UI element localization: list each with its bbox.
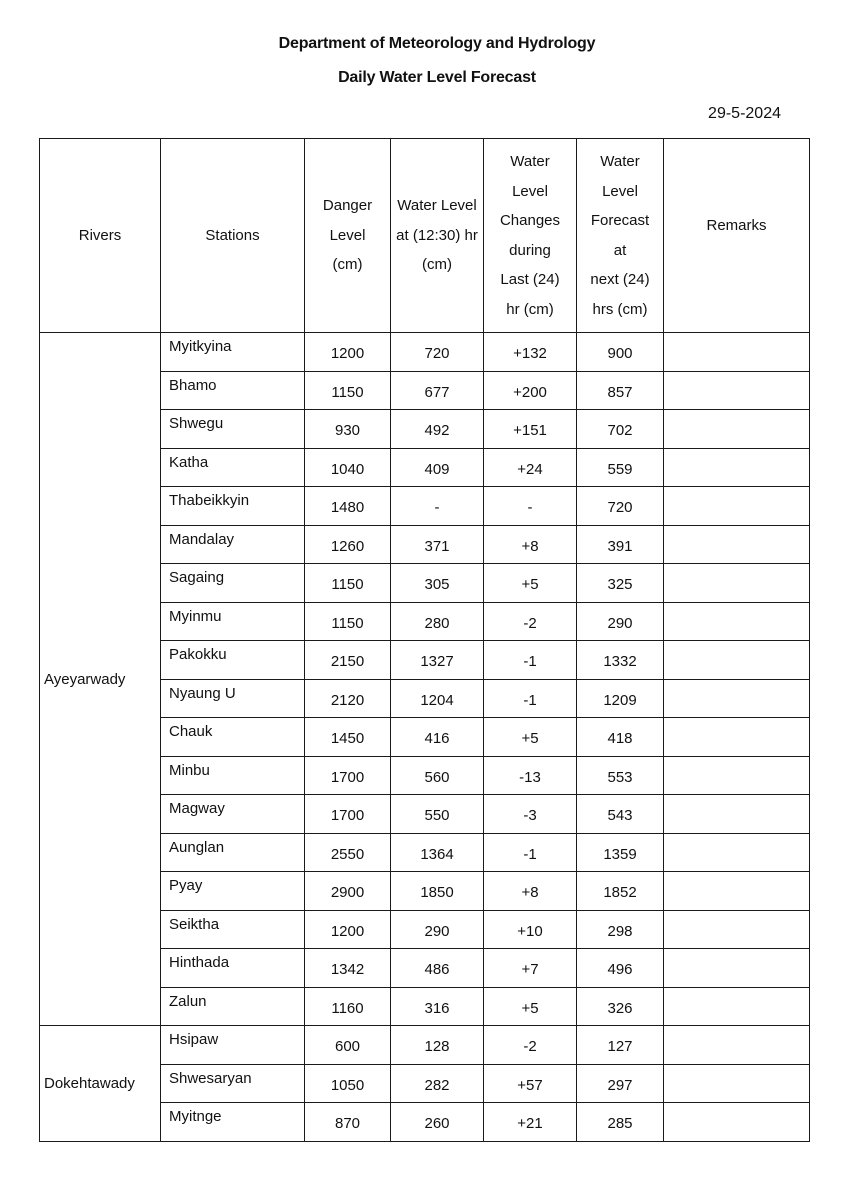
water-level-cell: 316 [391, 987, 484, 1026]
station-cell: Shwegu [161, 410, 305, 449]
water-level-cell: 409 [391, 448, 484, 487]
forecast-cell: 1852 [577, 872, 664, 911]
forecast-cell: 418 [577, 718, 664, 757]
station-cell: Nyaung U [161, 679, 305, 718]
forecast-cell: 297 [577, 1064, 664, 1103]
danger-level-cell: 1160 [305, 987, 391, 1026]
column-header-level-forecast: Water Level Forecast at next (24) hrs (cm) [577, 139, 664, 333]
station-cell: Chauk [161, 718, 305, 757]
danger-level-cell: 2900 [305, 872, 391, 911]
station-cell: Katha [161, 448, 305, 487]
water-level-cell: 1204 [391, 679, 484, 718]
water-level-cell: 305 [391, 564, 484, 603]
level-change-cell: -1 [484, 641, 577, 680]
remarks-cell [664, 718, 810, 757]
water-level-cell: 486 [391, 949, 484, 988]
water-level-cell: 371 [391, 525, 484, 564]
remarks-cell [664, 525, 810, 564]
danger-level-cell: 1150 [305, 602, 391, 641]
station-cell: Aunglan [161, 833, 305, 872]
danger-level-cell: 2120 [305, 679, 391, 718]
danger-level-cell: 1200 [305, 910, 391, 949]
danger-level-cell: 1150 [305, 564, 391, 603]
level-change-cell: +21 [484, 1103, 577, 1142]
water-level-cell: 677 [391, 371, 484, 410]
remarks-cell [664, 987, 810, 1026]
forecast-cell: 298 [577, 910, 664, 949]
forecast-title: Daily Water Level Forecast [338, 69, 536, 86]
remarks-cell [664, 448, 810, 487]
forecast-cell: 720 [577, 487, 664, 526]
column-header-rivers: Rivers [40, 139, 161, 333]
water-level-cell: 280 [391, 602, 484, 641]
danger-level-cell: 2150 [305, 641, 391, 680]
remarks-cell [664, 679, 810, 718]
level-change-cell: +8 [484, 525, 577, 564]
water-level-cell: 720 [391, 333, 484, 372]
forecast-cell: 391 [577, 525, 664, 564]
station-cell: Seiktha [161, 910, 305, 949]
table-row [40, 1026, 810, 1065]
level-change-cell: +5 [484, 718, 577, 757]
water-level-table [39, 138, 810, 1142]
forecast-cell: 1209 [577, 679, 664, 718]
remarks-cell [664, 872, 810, 911]
column-header-water-level: Water Level at (12:30) hr (cm) [391, 139, 484, 333]
remarks-cell [664, 910, 810, 949]
station-cell: Hinthada [161, 949, 305, 988]
station-cell: Zalun [161, 987, 305, 1026]
level-change-cell: -13 [484, 756, 577, 795]
forecast-cell: 1332 [577, 641, 664, 680]
forecast-cell: 496 [577, 949, 664, 988]
column-header-level-changes: Water Level Changes during Last (24) hr (cm) [484, 139, 577, 333]
remarks-cell [664, 1103, 810, 1142]
table-header [40, 139, 810, 333]
station-cell: Thabeikkyin [161, 487, 305, 526]
level-change-cell: +5 [484, 987, 577, 1026]
station-cell: Sagaing [161, 564, 305, 603]
danger-level-cell: 1150 [305, 371, 391, 410]
remarks-cell [664, 564, 810, 603]
forecast-cell: 553 [577, 756, 664, 795]
danger-level-cell: 1040 [305, 448, 391, 487]
column-header-danger-level: Danger Level (cm) [305, 139, 391, 333]
station-cell: Magway [161, 795, 305, 834]
remarks-cell [664, 371, 810, 410]
danger-level-cell: 870 [305, 1103, 391, 1142]
level-change-cell: +57 [484, 1064, 577, 1103]
danger-level-cell: 930 [305, 410, 391, 449]
water-level-cell: 550 [391, 795, 484, 834]
remarks-cell [664, 949, 810, 988]
station-cell: Mandalay [161, 525, 305, 564]
water-level-cell: 560 [391, 756, 484, 795]
report-date: 29-5-2024 [708, 105, 781, 122]
forecast-cell: 285 [577, 1103, 664, 1142]
river-name-cell: Dokehtawady [40, 1026, 161, 1142]
station-cell: Pyay [161, 872, 305, 911]
level-change-cell: -2 [484, 1026, 577, 1065]
forecast-cell: 326 [577, 987, 664, 1026]
danger-level-cell: 1050 [305, 1064, 391, 1103]
table-row [40, 333, 810, 372]
forecast-cell: 702 [577, 410, 664, 449]
forecast-cell: 1359 [577, 833, 664, 872]
remarks-cell [664, 795, 810, 834]
level-change-cell: +132 [484, 333, 577, 372]
level-change-cell: +151 [484, 410, 577, 449]
level-change-cell: +10 [484, 910, 577, 949]
remarks-cell [664, 1064, 810, 1103]
water-level-cell: 282 [391, 1064, 484, 1103]
remarks-cell [664, 333, 810, 372]
level-change-cell: -2 [484, 602, 577, 641]
station-cell: Hsipaw [161, 1026, 305, 1065]
danger-level-cell: 600 [305, 1026, 391, 1065]
water-level-cell: 492 [391, 410, 484, 449]
station-cell: Shwesaryan [161, 1064, 305, 1103]
station-cell: Myitnge [161, 1103, 305, 1142]
danger-level-cell: 1700 [305, 795, 391, 834]
level-change-cell: +24 [484, 448, 577, 487]
danger-level-cell: 1700 [305, 756, 391, 795]
danger-level-cell: 1342 [305, 949, 391, 988]
forecast-cell: 559 [577, 448, 664, 487]
danger-level-cell: 1450 [305, 718, 391, 757]
station-cell: Bhamo [161, 371, 305, 410]
river-name-cell: Ayeyarwady [40, 333, 161, 1026]
water-level-cell: 260 [391, 1103, 484, 1142]
station-cell: Myinmu [161, 602, 305, 641]
level-change-cell: +5 [484, 564, 577, 603]
forecast-cell: 857 [577, 371, 664, 410]
danger-level-cell: 1260 [305, 525, 391, 564]
remarks-cell [664, 641, 810, 680]
level-change-cell: +7 [484, 949, 577, 988]
column-header-stations: Stations [161, 139, 305, 333]
water-level-cell: 128 [391, 1026, 484, 1065]
level-change-cell: +200 [484, 371, 577, 410]
forecast-cell: 900 [577, 333, 664, 372]
station-cell: Myitkyina [161, 333, 305, 372]
remarks-cell [664, 1026, 810, 1065]
remarks-cell [664, 833, 810, 872]
department-title: Department of Meteorology and Hydrology [278, 35, 596, 52]
forecast-cell: 127 [577, 1026, 664, 1065]
level-change-cell: +8 [484, 872, 577, 911]
table-body [40, 333, 810, 1142]
level-change-cell: -1 [484, 679, 577, 718]
header-row [40, 139, 810, 333]
water-level-cell: 290 [391, 910, 484, 949]
water-level-cell: - [391, 487, 484, 526]
level-change-cell: - [484, 487, 577, 526]
water-level-cell: 1327 [391, 641, 484, 680]
danger-level-cell: 1480 [305, 487, 391, 526]
danger-level-cell: 2550 [305, 833, 391, 872]
forecast-cell: 543 [577, 795, 664, 834]
remarks-cell [664, 410, 810, 449]
water-level-cell: 1850 [391, 872, 484, 911]
water-level-cell: 416 [391, 718, 484, 757]
remarks-cell [664, 487, 810, 526]
forecast-cell: 325 [577, 564, 664, 603]
station-cell: Pakokku [161, 641, 305, 680]
station-cell: Minbu [161, 756, 305, 795]
level-change-cell: -1 [484, 833, 577, 872]
remarks-cell [664, 602, 810, 641]
remarks-cell [664, 756, 810, 795]
water-level-cell: 1364 [391, 833, 484, 872]
level-change-cell: -3 [484, 795, 577, 834]
column-header-remarks: Remarks [664, 139, 810, 333]
danger-level-cell: 1200 [305, 333, 391, 372]
forecast-cell: 290 [577, 602, 664, 641]
